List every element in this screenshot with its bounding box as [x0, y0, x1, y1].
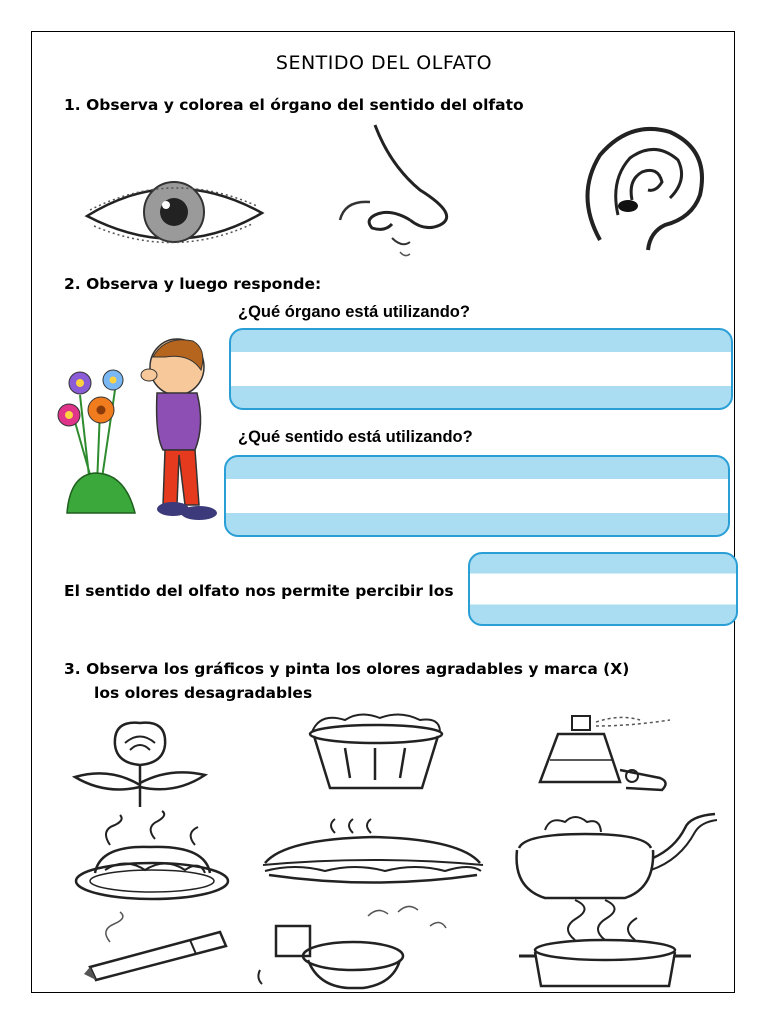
- sense-question: ¿Qué sentido está utilizando?: [238, 428, 473, 446]
- boy-smelling-icon: [135, 335, 225, 530]
- question-3-number: 3.: [64, 660, 81, 678]
- nose-icon[interactable]: [330, 120, 470, 260]
- question-2-text: Observa y luego responde:: [86, 275, 322, 293]
- question-1: [64, 96, 524, 114]
- trash-can-icon[interactable]: [300, 712, 450, 792]
- sandwich-icon[interactable]: [255, 815, 490, 890]
- spaghetti-plate-icon[interactable]: [70, 815, 235, 910]
- perfume-bottle-icon[interactable]: [520, 712, 690, 797]
- rose-icon[interactable]: [65, 715, 215, 810]
- question-1-number: 1.: [64, 96, 81, 114]
- question-1-text: Observa y colorea el órgano del sentido del olfato: [86, 96, 524, 114]
- question-2: [64, 275, 321, 293]
- question-2-number: 2.: [64, 275, 81, 293]
- worksheet-title: SENTIDO DEL OLFATO: [275, 52, 493, 74]
- question-3-line1: Observa los gráficos y pinta los olores agradables y marca (X): [86, 660, 630, 678]
- cigarette-icon[interactable]: [70, 912, 235, 982]
- sense-answer-box[interactable]: [224, 455, 730, 537]
- fill-in-sentence: El sentido del olfato nos permite percibir los: [64, 582, 454, 600]
- question-3-line2: los olores desagradables: [94, 684, 313, 702]
- ear-icon[interactable]: [570, 120, 715, 260]
- organ-answer-box[interactable]: [229, 328, 733, 410]
- toilet-icon[interactable]: [248, 898, 463, 990]
- question-3: [64, 660, 629, 678]
- sentence-answer-box[interactable]: [468, 552, 738, 626]
- cooking-pot-icon[interactable]: [515, 900, 695, 992]
- flowers-icon: [55, 355, 145, 520]
- organ-question: ¿Qué órgano está utilizando?: [238, 303, 470, 321]
- teapot-icon[interactable]: [505, 808, 720, 908]
- eye-icon[interactable]: [82, 168, 267, 258]
